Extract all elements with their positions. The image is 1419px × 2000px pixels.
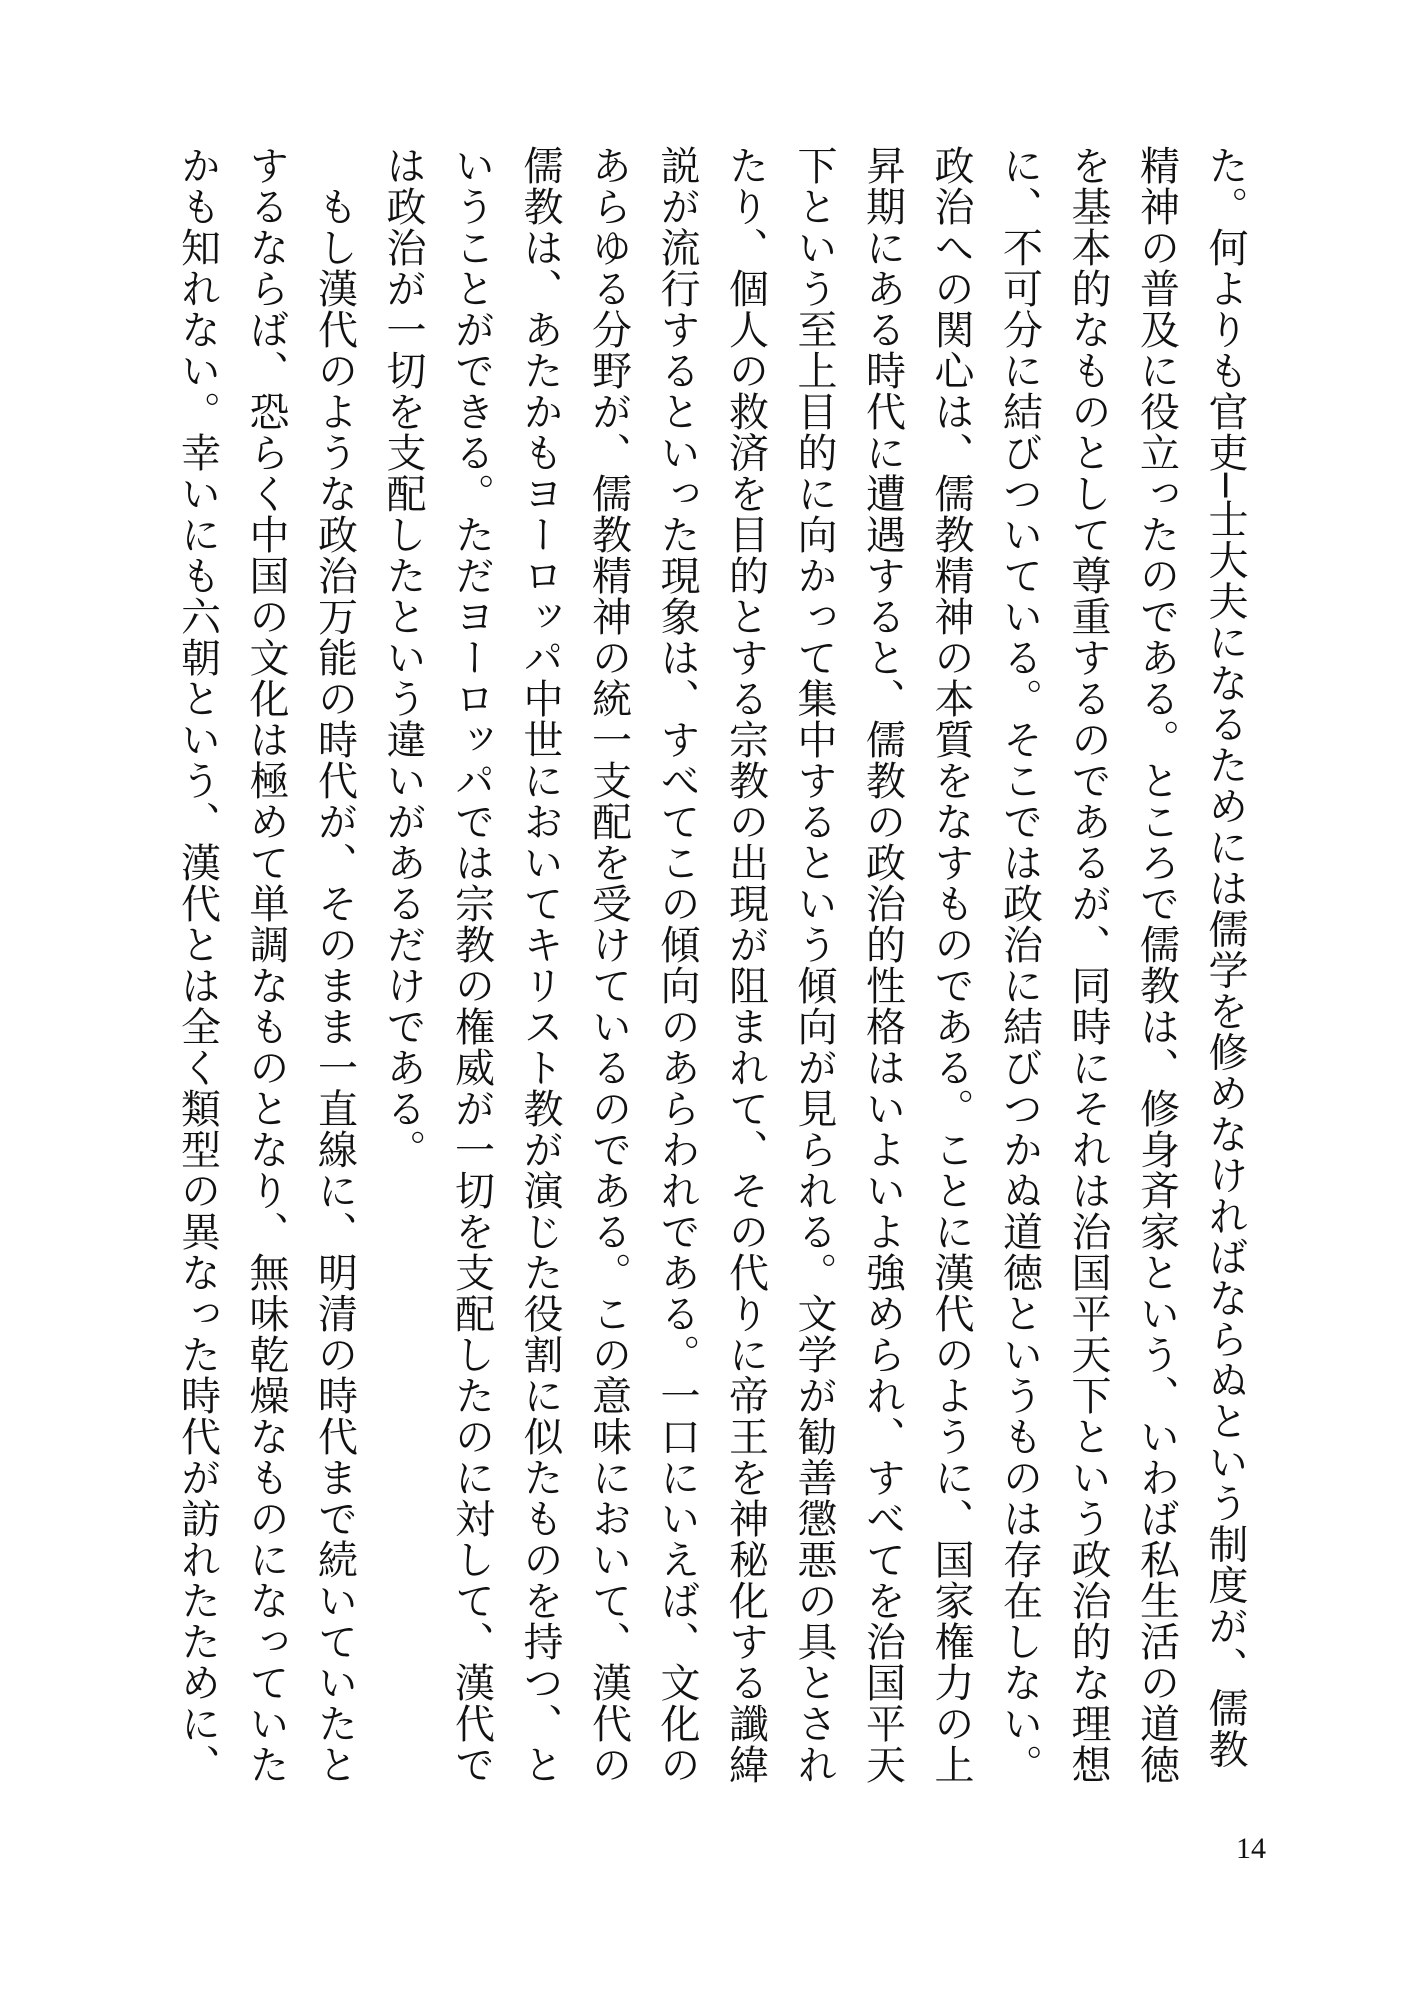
vertical-text-body: [163, 145, 1259, 1785]
text-line: 説が流行するといった現象は、すべてこの傾向のあらわれである。一口にいえば、文化の: [654, 145, 700, 1785]
text-line: たり、個人の救済を目的とする宗教の出現が阻まれて、その代りに帝王を神秘化する讖緯: [722, 145, 769, 1785]
text-line: を基本的なものとして尊重するのであるが、同時にそれは治国平天下という政治的な理想: [1065, 145, 1111, 1785]
text-line: た。何よりも官吏─士大夫になるためには儒学を修めなければならぬという制度が、儒教: [1202, 145, 1248, 1770]
text-line: あらゆる分野が、儒教精神の統一支配を受けているのである。この意味において、漢代の: [585, 145, 632, 1785]
text-line: 下という至上目的に向かって集中するという傾向が見られる。文学が勧善懲悪の具とされ: [791, 145, 837, 1785]
text-line: いうことができる。ただヨーロッパでは宗教の権威が一切を支配したのに対して、漢代で: [448, 145, 495, 1785]
text-line: 昇期にある時代に遭遇すると、儒教の政治的性格はいよいよ強められ、すべてを治国平天: [859, 145, 906, 1785]
text-line: するならば、恐らく中国の文化は極めて単調なものとなり、無味乾燥なものになっていた: [243, 145, 289, 1785]
text-line: 精神の普及に役立ったのである。ところで儒教は、修身斉家という、いわば私生活の道徳: [1133, 145, 1180, 1785]
text-line: に、不可分に結びついている。そこでは政治に結びつかぬ道徳というものは存在しない。: [996, 145, 1043, 1785]
text-line: 政治への関心は、儒教精神の本質をなすものである。ことに漢代のように、国家権力の上: [928, 145, 974, 1785]
text-line: は政治が一切を支配したという違いがあるだけである。: [380, 145, 426, 1170]
text-line: かも知れない。幸いにも六朝という、漢代とは全く類型の異なった時代が訪れたために、: [174, 145, 221, 1785]
page-number: 14: [1236, 1832, 1266, 1865]
text-line: もし漢代のような政治万能の時代が、そのまま一直線に、明清の時代まで続いていたと: [311, 145, 358, 1785]
text-line: 儒教は、あたかもヨーロッパ中世においてキリスト教が演じた役割に似たものを持つ、と: [517, 145, 563, 1785]
